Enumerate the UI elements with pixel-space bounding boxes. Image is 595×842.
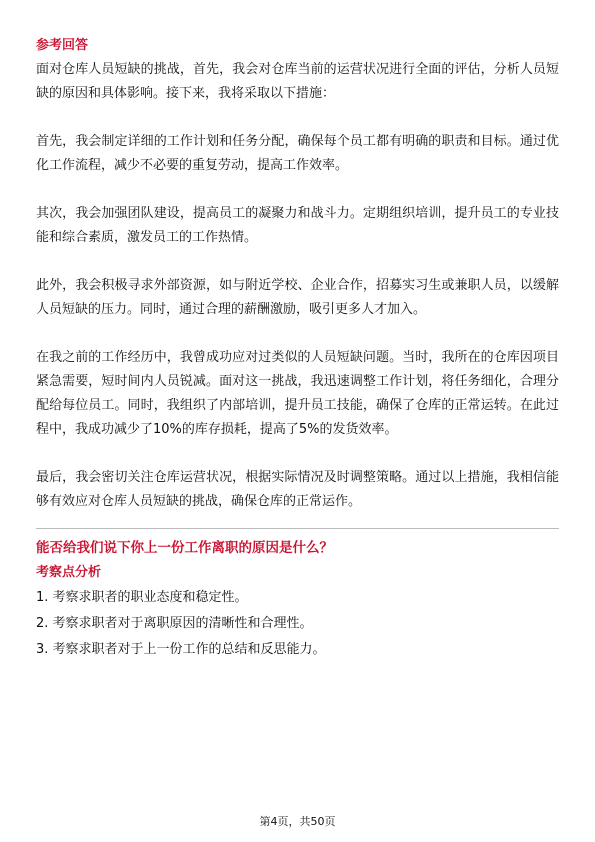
analysis-point-2: 2. 考察求职者对于离职原因的清晰性和合理性。 <box>36 616 313 631</box>
page-number: 第4页，共50页 <box>259 815 336 828</box>
question-title: 能否给我们说下你上一份工作离职的原因是什么？ <box>36 540 333 556</box>
analysis-point-1: 1. 考察求职者的职业态度和稳定性。 <box>36 590 248 605</box>
answer-paragraph-5: 在我之前的工作经历中，我曾成功应对过类似的人员短缺问题。当时，我所在的仓库因项目紧急需要，短时间内人员锐减。面对这一挑战，我迅速调整工作计划，将任务细化，合理分配给每位员工。同时，我组织了内部培训，提升员工技能，确保了仓库的正常运转。在此过程中，我成功减少了10%的库存损耗，提高了5%的发货效率。 <box>36 350 559 437</box>
answer-paragraph-4: 此外，我会积极寻求外部资源，如与附近学校、企业合作，招募实习生或兼职人员，以缓解人员短缺的压力。同时，通过合理的薪酬激励，吸引更多人才加入。 <box>36 278 559 317</box>
answer-heading: 参考回答 <box>36 38 89 53</box>
answer-paragraph-3: 其次，我会加强团队建设，提高员工的凝聚力和战斗力。定期组织培训，提升员工的专业技能和综合素质，激发员工的工作热情。 <box>36 206 559 245</box>
answer-paragraph-6: 最后，我会密切关注仓库运营状况，根据实际情况及时调整策略。通过以上措施，我相信能够有效应对仓库人员短缺的挑战，确保仓库的正常运作。 <box>36 470 559 509</box>
document-page <box>36 36 559 663</box>
section-divider <box>36 528 559 529</box>
answer-paragraph-1: 面对仓库人员短缺的挑战，首先，我会对仓库当前的运营状况进行全面的评估，分析人员短缺的原因和具体影响。接下来，我将采取以下措施： <box>36 62 559 101</box>
analysis-point-3: 3. 考察求职者对于上一份工作的总结和反思能力。 <box>36 642 326 657</box>
analysis-heading: 考察点分析 <box>36 565 102 580</box>
answer-paragraph-2: 首先，我会制定详细的工作计划和任务分配，确保每个员工都有明确的职责和目标。通过优化工作流程，减少不必要的重复劳动，提高工作效率。 <box>36 134 559 173</box>
